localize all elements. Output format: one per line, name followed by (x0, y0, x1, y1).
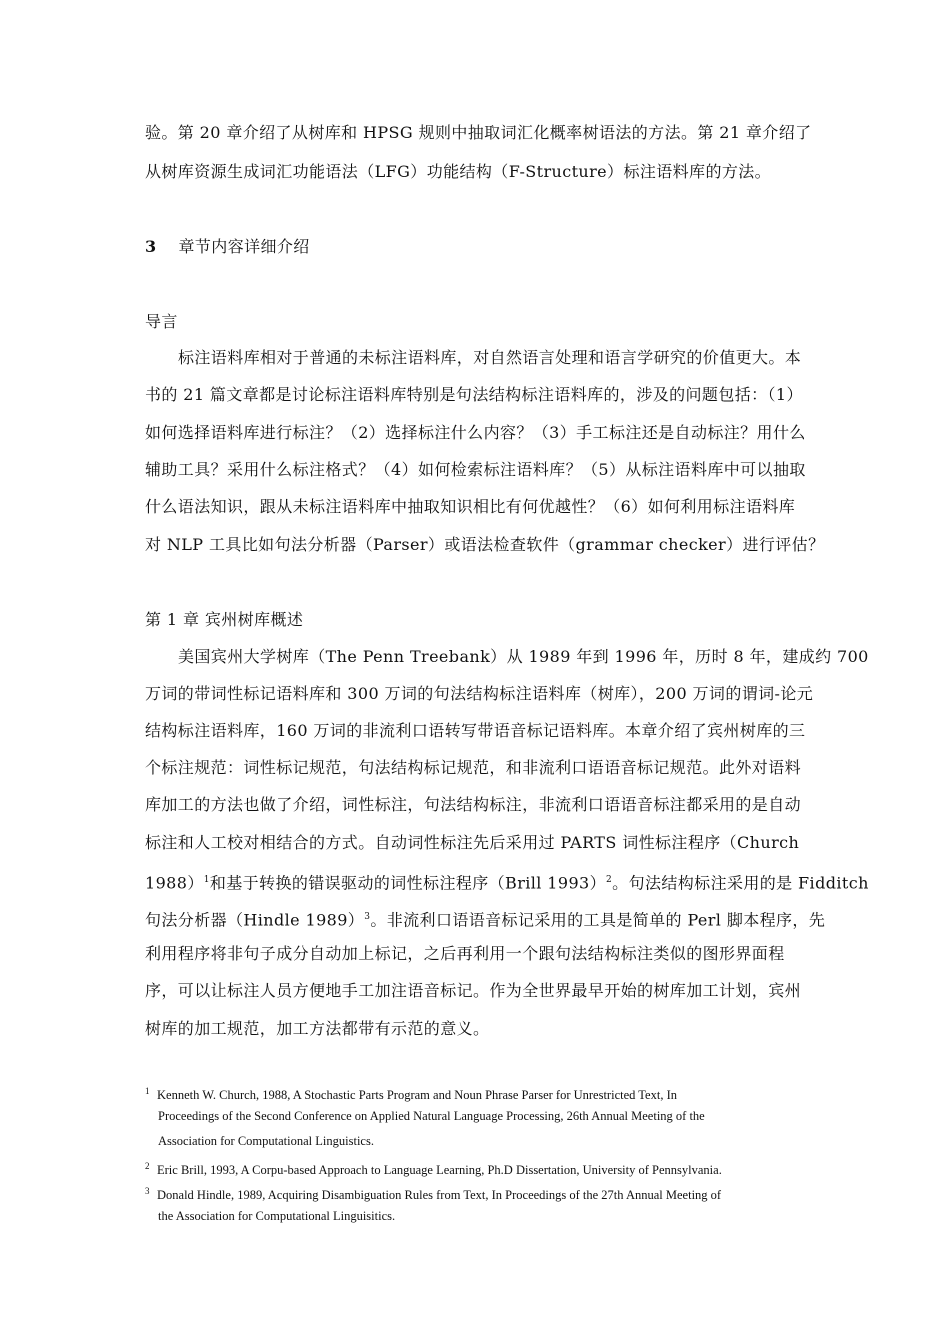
footnote-3-continued: the Association for Computational Linguisitics. (158, 1209, 396, 1223)
footnote-3 (145, 1182, 810, 1204)
body-text-line: 库加工的方法也做了介绍，词性标注，句法结构标注，非流利口语语音标注都采用的是自动 (145, 795, 802, 814)
text-span: 1988） (145, 873, 204, 893)
body-text-line: 序，可以让标注人员方便地手工加注语音标记。作为全世界最早开始的树库加工计划，宾州 (145, 981, 802, 1000)
footnote-number: 3 (145, 1186, 150, 1196)
footnote-1-continued: Proceedings of the Second Conference on Applied Natural Language Processing, 26th Annual Meeting of the (158, 1109, 705, 1123)
body-text-line: 什么语法知识，跟从未标注语料库中抽取知识相比有何优越性？（6）如何利用标注语料库 (145, 497, 796, 516)
text-span: 。非流利口语语音标记采用的工具是简单的 Perl 脚本程序，先 (370, 910, 826, 930)
footnote-text: Eric Brill, 1993, A Corpu-based Approach to Language Learning, Ph.D Dissertation, University of Pennsylvania. (157, 1163, 722, 1178)
footnote-ref[interactable]: 3 (364, 912, 371, 922)
body-text-line: 美国宾州大学树库（The Penn Treebank）从 1989 年到 1996 年，历时 8 年，建成约 700 (178, 647, 869, 666)
body-text-line: 结构标注语料库，160 万词的非流利口语转写带语音标记语料库。本章介绍了宾州树库的三 (145, 721, 806, 740)
body-text-line: 对 NLP 工具比如句法分析器（Parser）或语法检查软件（grammar checker）进行评估？ (145, 535, 825, 554)
text-span: 。句法结构标注采用的是 Fidditch (612, 873, 869, 893)
preface-heading: 导言 (145, 312, 178, 331)
footnote-text: Kenneth W. Church, 1988, A Stochastic Parts Program and Noun Phrase Parser for Unrestricted Text, In (157, 1088, 677, 1103)
section-title: 章节内容详细介绍 (178, 237, 310, 256)
body-text-line (145, 906, 826, 931)
body-text-line: 辅助工具？采用什么标注格式？（4）如何检索标注语料库？（5）从标注语料库中可以抽取 (145, 460, 806, 479)
footnote-1-continued: Association for Computational Linguistics. (158, 1134, 374, 1148)
body-text-line: 万词的带词性标记语料库和 300 万词的句法结构标注语料库（树库），200 万词的谓词-论元 (145, 684, 814, 703)
body-text-line: 验。第 20 章介绍了从树库和 HPSG 规则中抽取词汇化概率树语法的方法。第 21 章介绍了 (145, 123, 812, 142)
text-span: 和基于转换的错误驱动的词性标注程序（Brill 1993） (209, 873, 607, 893)
body-text-line: 个标注规范：词性标记规范，句法结构标记规范，和非流利口语语音标记规范。此外对语料 (145, 758, 802, 777)
chapter-heading: 第 1 章 宾州树库概述 (145, 610, 304, 629)
body-text-line: 如何选择语料库进行标注？（2）选择标注什么内容？（3）手工标注还是自动标注？用什么 (145, 423, 806, 442)
footnote-text: Donald Hindle, 1989, Acquiring Disambiguation Rules from Text, In Proceedings of the 27th Annual Meeting of (157, 1188, 722, 1203)
footnote-ref[interactable]: 2 (606, 875, 613, 885)
section-heading (145, 236, 810, 258)
footnote-number: 1 (145, 1086, 150, 1096)
body-text-line: 树库的加工规范，加工方法都带有示范的意义。 (145, 1019, 490, 1038)
body-text-line: 从树库资源生成词汇功能语法（LFG）功能结构（F-Structure）标注语料库的方法。 (145, 162, 772, 181)
footnote-1 (145, 1082, 810, 1104)
body-text-line: 利用程序将非句子成分自动加上标记，之后再利用一个跟句法结构标注类似的图形界面程 (145, 944, 785, 963)
body-text-line: 标注和人工校对相结合的方式。自动词性标注先后采用过 PARTS 词性标注程序（Church (145, 833, 800, 852)
body-text-line: 书的 21 篇文章都是讨论标注语料库特别是句法结构标注语料库的，涉及的问题包括：（1） (145, 385, 803, 404)
body-text-line: 标注语料库相对于普通的未标注语料库，对自然语言处理和语言学研究的价值更大。本 (178, 348, 802, 367)
footnote-ref[interactable]: 1 (203, 875, 210, 885)
section-number: 3 (145, 237, 157, 256)
footnote-2 (145, 1157, 810, 1179)
body-text-line (145, 869, 869, 894)
text-span: 句法分析器（Hindle 1989） (145, 910, 365, 930)
footnote-number: 2 (145, 1161, 150, 1171)
